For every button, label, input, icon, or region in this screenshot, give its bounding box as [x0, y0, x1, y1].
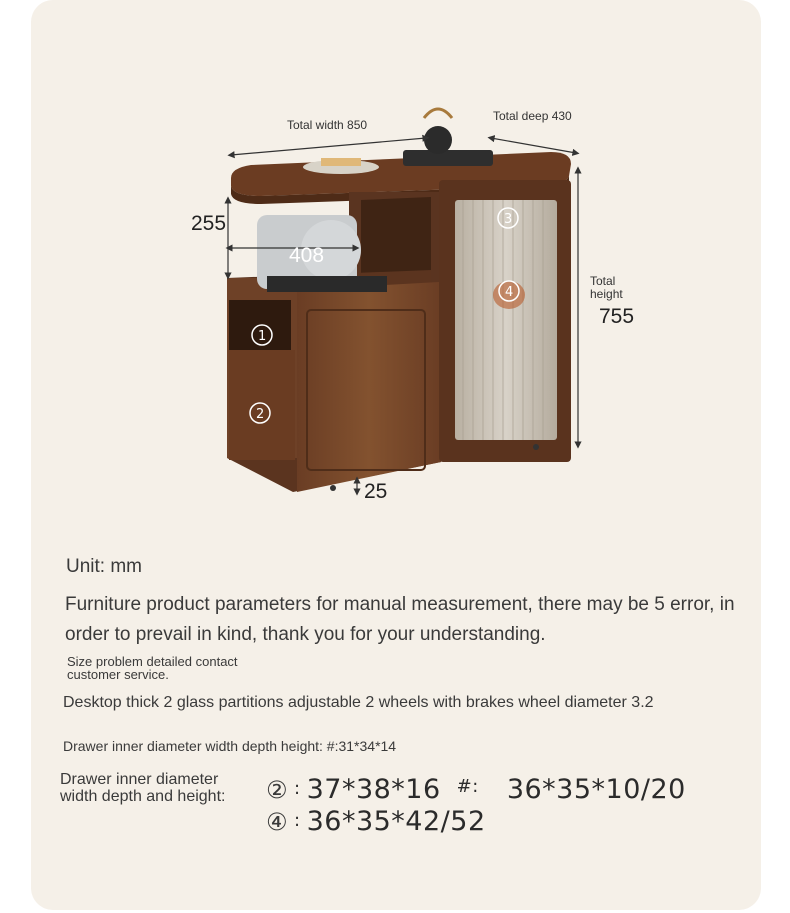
- total-deep-label: Total deep 430: [493, 109, 572, 123]
- product-illustration: [31, 0, 761, 530]
- total-height-label-1: Total: [590, 274, 616, 288]
- circled-number-2: ②: [266, 776, 289, 804]
- callout-1-number: 1: [258, 329, 267, 344]
- callout-3-number: 3: [504, 212, 513, 227]
- row-1-value-2: 36*35*10/20: [506, 774, 686, 805]
- contact-note: [67, 655, 287, 681]
- dim-25: 25: [364, 480, 388, 503]
- row-1-hash: #:: [456, 776, 479, 797]
- total-height-label-2: height: [590, 287, 623, 301]
- drawer-label-line-2: width depth and height:: [60, 788, 226, 805]
- drawer-dimensions-label: [60, 771, 260, 805]
- callout-2-number: 2: [256, 407, 265, 422]
- dimensions-row-2: [266, 806, 486, 837]
- disclaimer-text: Furniture product parameters for manual measurement, there may be 5 error, in order to prevail in kind, thank you for your understanding.: [65, 594, 735, 645]
- left-cabinet: [227, 270, 441, 492]
- dimensions-row-1: [266, 774, 686, 805]
- drawer-inner-text: Drawer inner diameter width depth height: #:31*34*14: [63, 738, 397, 754]
- total-width-label: Total width 850: [287, 118, 368, 132]
- row-1-separator: :: [294, 778, 301, 799]
- circled-number-4: ④: [266, 808, 289, 836]
- unit-label: Unit: mm: [66, 556, 142, 577]
- features-text: Desktop thick 2 glass partitions adjustable 2 wheels with brakes wheel diameter 3.2: [63, 694, 654, 711]
- contact-note-line-2: customer service.: [67, 667, 169, 682]
- row-2-value: 36*35*42/52: [306, 806, 486, 837]
- row-2-separator: :: [294, 810, 301, 831]
- row-1-value: 37*38*16: [306, 774, 441, 805]
- contact-note-line-1: Size problem detailed contact: [67, 654, 238, 669]
- product-card: [31, 0, 761, 910]
- callout-4-number: 4: [505, 285, 514, 300]
- total-height-value: 755: [599, 305, 635, 328]
- drawer-label-line-1: Drawer inner diameter: [60, 771, 219, 788]
- dim-408: 408: [289, 244, 325, 267]
- dim-255: 255: [191, 212, 227, 235]
